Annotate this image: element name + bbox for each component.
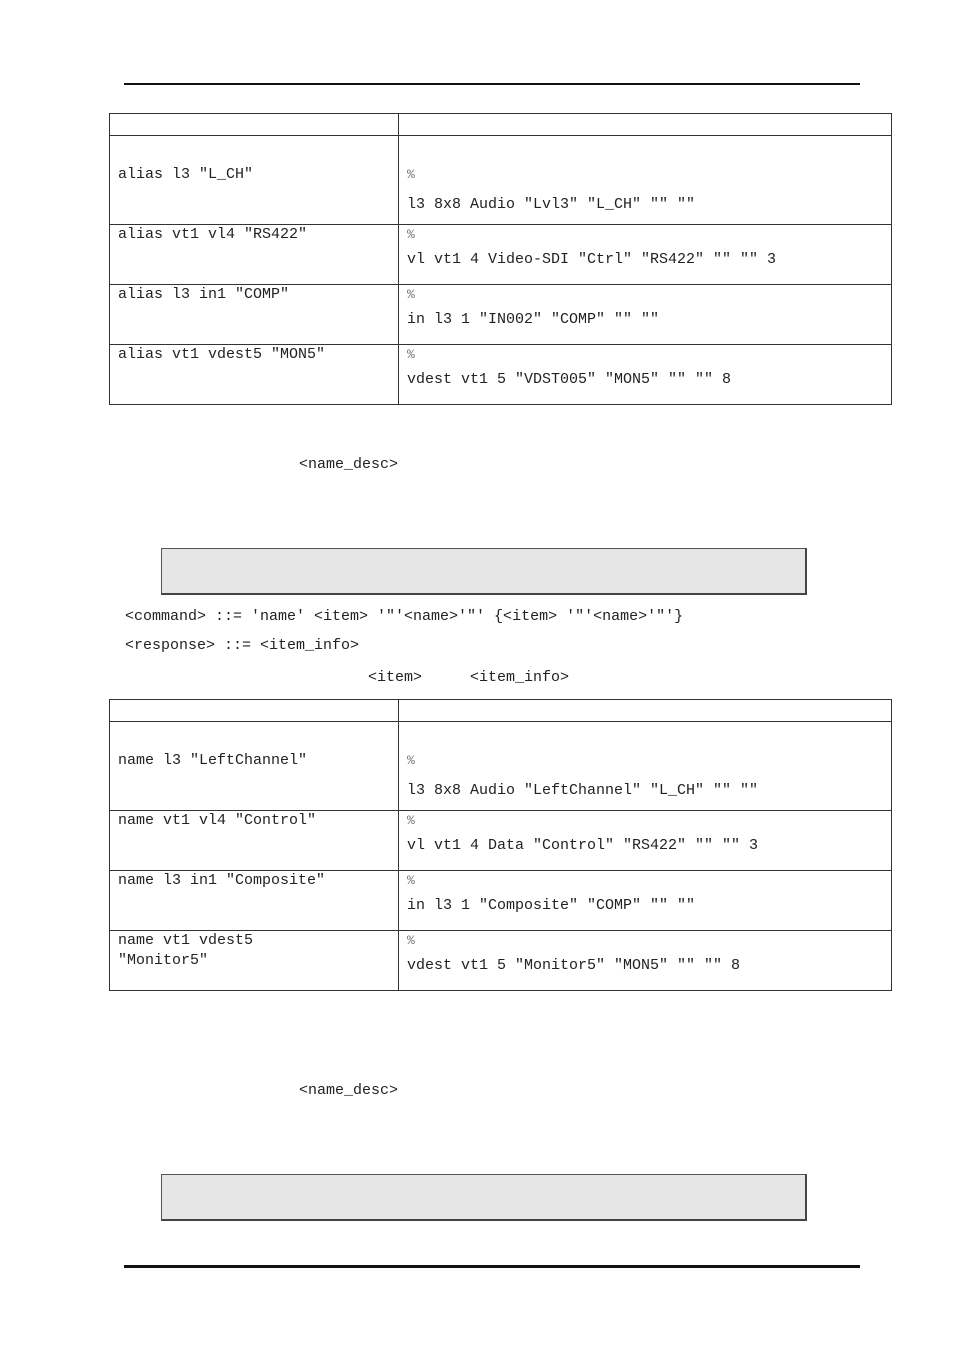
response-text: vl vt1 4 Data "Control" "RS422" "" "" 3 xyxy=(407,837,759,854)
command-text: alias vt1 vl4 "RS422" xyxy=(118,226,308,243)
table-row xyxy=(110,136,892,225)
response-prompt: % xyxy=(407,813,415,828)
alias-example-table xyxy=(109,113,892,405)
command-text: alias l3 in1 "COMP" xyxy=(118,286,290,303)
table-row xyxy=(110,285,892,345)
command-cell xyxy=(110,285,399,345)
table-row xyxy=(110,722,892,811)
item-info-reference: <item_info> xyxy=(470,669,570,686)
table-header-row xyxy=(110,700,892,722)
response-cell xyxy=(399,811,892,871)
response-cell xyxy=(399,722,892,811)
command-cell xyxy=(110,931,399,991)
response-prompt: % xyxy=(407,347,415,362)
response-text: in l3 1 "IN002" "COMP" "" "" xyxy=(407,311,660,328)
command-text: alias vt1 vdest5 "MON5" xyxy=(118,346,326,363)
response-text: in l3 1 "Composite" "COMP" "" "" xyxy=(407,897,696,914)
command-column-header xyxy=(110,700,399,722)
response-text: l3 8x8 Audio "Lvl3" "L_CH" "" "" xyxy=(407,196,696,213)
name-desc-note: <name_desc> xyxy=(299,1082,399,1099)
command-cell xyxy=(110,345,399,405)
response-text: vdest vt1 5 "VDST005" "MON5" "" "" 8 xyxy=(407,371,732,388)
response-prompt: % xyxy=(407,287,415,302)
command-cell xyxy=(110,871,399,931)
table-row xyxy=(110,871,892,931)
table-row xyxy=(110,811,892,871)
item-reference: <item> xyxy=(368,669,423,686)
response-cell xyxy=(399,225,892,285)
command-cell xyxy=(110,225,399,285)
command-syntax: <command> ::= 'name' <item> '"'<name>'"' {<item> '"'<name>'"'} xyxy=(125,608,684,625)
response-cell xyxy=(399,136,892,225)
command-cell xyxy=(110,136,399,225)
command-text: name vt1 vl4 "Control" xyxy=(118,812,317,829)
command-text: name l3 in1 "Composite" xyxy=(118,872,326,889)
response-prompt: % xyxy=(407,933,415,948)
response-prompt: % xyxy=(407,167,415,182)
response-text: vl vt1 4 Video-SDI "Ctrl" "RS422" "" "" 3 xyxy=(407,251,777,268)
response-text: l3 8x8 Audio "LeftChannel" "L_CH" "" "" xyxy=(407,782,759,799)
command-text: alias l3 "L_CH" xyxy=(118,166,254,183)
response-prompt: % xyxy=(407,753,415,768)
command-cell xyxy=(110,811,399,871)
response-cell xyxy=(399,285,892,345)
table-row xyxy=(110,345,892,405)
response-cell xyxy=(399,345,892,405)
command-text: name vt1 vdest5 xyxy=(118,932,254,949)
response-prompt: % xyxy=(407,227,415,242)
header-rule xyxy=(124,83,860,85)
name-example-table xyxy=(109,699,892,991)
response-column-header xyxy=(399,700,892,722)
response-cell xyxy=(399,931,892,991)
response-syntax: <response> ::= <item_info> xyxy=(125,637,360,654)
response-cell xyxy=(399,871,892,931)
command-text: name l3 "LeftChannel" xyxy=(118,752,308,769)
table-header-row xyxy=(110,114,892,136)
section-heading-box xyxy=(161,548,807,595)
table-row xyxy=(110,931,892,991)
command-cell xyxy=(110,722,399,811)
section-heading-box xyxy=(161,1174,807,1221)
response-text: vdest vt1 5 "Monitor5" "MON5" "" "" 8 xyxy=(407,957,741,974)
command-column-header xyxy=(110,114,399,136)
footer-rule xyxy=(124,1265,860,1268)
name-desc-note: <name_desc> xyxy=(299,456,399,473)
table-row xyxy=(110,225,892,285)
command-text-continued: "Monitor5" xyxy=(118,952,209,969)
response-column-header xyxy=(399,114,892,136)
response-prompt: % xyxy=(407,873,415,888)
